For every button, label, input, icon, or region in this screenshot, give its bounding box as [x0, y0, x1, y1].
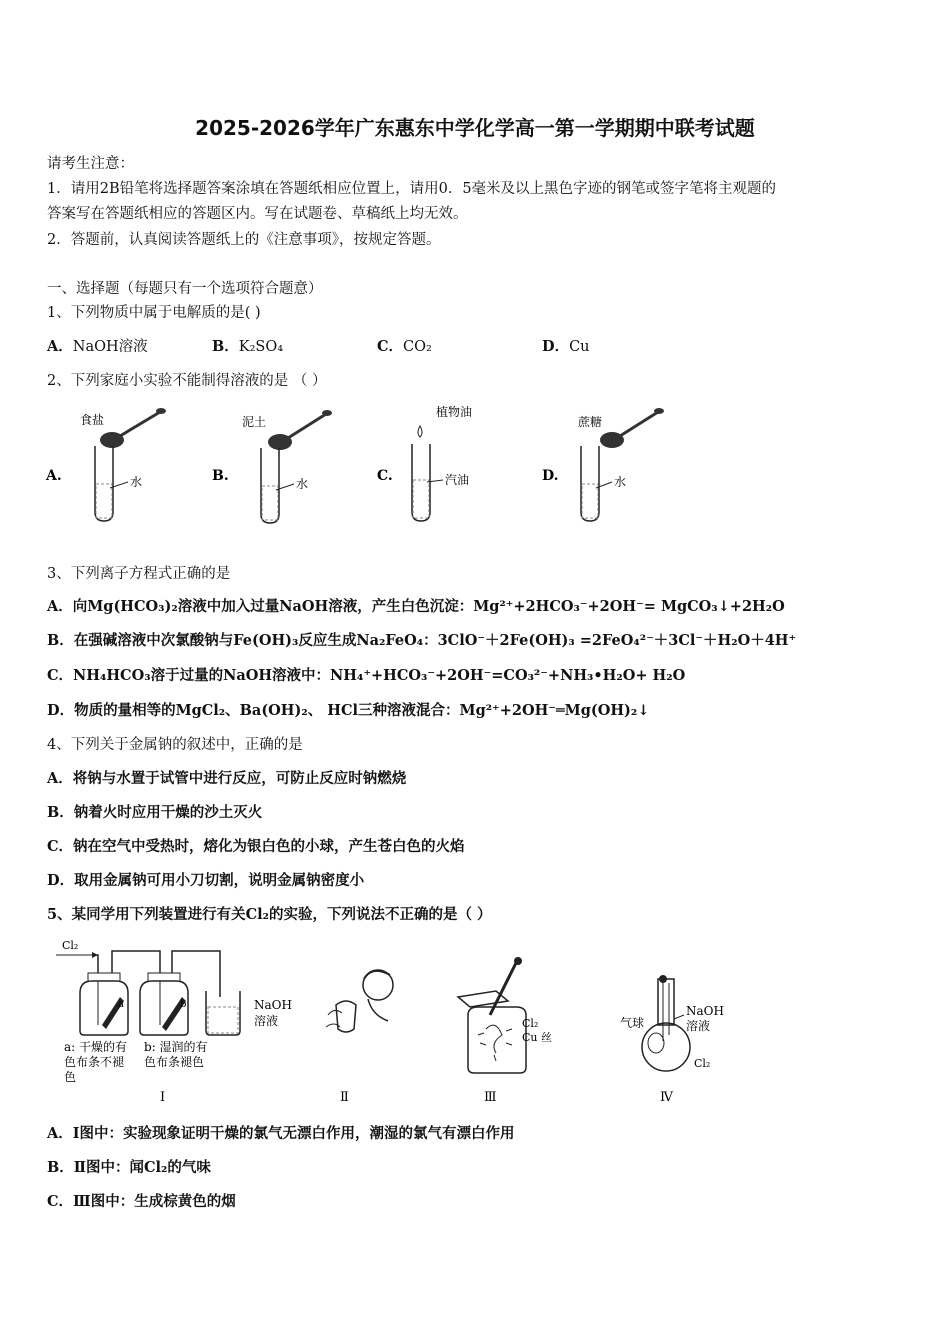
liquid: [413, 480, 429, 518]
test-tube: [412, 444, 430, 521]
q4-option-d: D．取用金属钠可用小刀切割，说明金属钠密度小: [47, 872, 365, 889]
q2-figure-a: [45, 408, 166, 521]
q1-option-b: [212, 335, 283, 356]
q1-option-c: [377, 335, 432, 356]
notice-line-2: 答案写在答题纸相应的答题区内。写在试题卷、草稿纸上均无效。: [47, 206, 468, 222]
copper-wire-icon: [486, 1025, 502, 1053]
tongs-end: [514, 957, 522, 965]
fig4-cl2-label: Cl₂: [694, 1057, 711, 1070]
fig1-naoh-1: NaOH: [254, 998, 292, 1012]
q2-d-top-label: 蔗糖: [578, 415, 603, 429]
q3-stem: 3、下列离子方程式正确的是: [47, 566, 231, 582]
q3-option-a: A．向Mg(HCO₃)₂溶液中加入过量NaOH溶液，产生白色沉淀：Mg²⁺+2HCO₃⁻+2OH⁻= MgCO₃↓+2H₂O: [47, 598, 785, 615]
q5-figure-4: [620, 975, 724, 1105]
fig1-naoh-2: 溶液: [254, 1014, 279, 1028]
fig1-b-mark: b: [180, 999, 187, 1010]
q2-figure-d: [542, 408, 664, 521]
q2-figure-b: [212, 410, 332, 523]
q4-option-b: B．钠着火时应用干燥的沙土灭火: [47, 804, 263, 821]
q1-option-d: [542, 335, 590, 356]
q1-b-label: B．: [212, 338, 239, 355]
fig1-gas-label: Cl₂: [62, 939, 79, 952]
q2-d-label: D.: [542, 468, 559, 484]
fig1-label: Ⅰ: [160, 1090, 166, 1105]
q1-stem: 1、下列物质中属于电解质的是( ): [47, 305, 261, 321]
q1-a-text: NaOH溶液: [72, 339, 148, 355]
q5-figure-2: [326, 970, 393, 1105]
stopper: [148, 973, 180, 981]
q1-c-text: CO₂: [403, 339, 432, 355]
q2-c-top-label: 植物油: [436, 405, 473, 419]
waft-icon: [328, 1010, 342, 1015]
spoon-handle: [620, 412, 658, 436]
pipe: [92, 955, 98, 973]
fig2-label: Ⅱ: [340, 1090, 349, 1105]
liquid: [96, 484, 112, 518]
q2-a-side-label: 水: [130, 475, 143, 489]
q2-b-side-label: 水: [296, 477, 309, 491]
fig3-cl2-label: Cl₂: [522, 1017, 539, 1030]
naoh-solution: [208, 1007, 238, 1033]
q3-option-b: B．在强碱溶液中次氯酸钠与Fe(OH)₃反应生成Na₂FeO₄：3ClO⁻＋2Fe(OH)₃ =2FeO₄²⁻＋3Cl⁻＋H₂O＋4H⁺: [47, 632, 797, 649]
flask-neck: [658, 979, 674, 1025]
balloon-icon: [648, 1033, 664, 1053]
q5-option-a: A．Ⅰ图中：实验现象证明干燥的氯气无漂白作用，潮湿的氯气有漂白作用: [47, 1125, 515, 1142]
spoon-end: [654, 408, 664, 414]
fig3-cu-label: Cu 丝: [522, 1031, 552, 1044]
q5-figures: [50, 935, 750, 1110]
notice-line-3: 2．答题前，认真阅读答题纸上的《注意事项》，按规定答题。: [47, 232, 441, 248]
spoon-end: [156, 408, 166, 414]
round-flask: [642, 1023, 690, 1071]
q3-option-c: C．NH₄HCO₃溶于过量的NaOH溶液中：NH₄⁺+HCO₃⁻+2OH⁻=CO₃²⁻+NH₃•H₂O+ H₂O: [47, 667, 686, 684]
q2-d-side-label: 水: [614, 475, 627, 489]
q4-option-a: A．将钠与水置于试管中进行反应，可防止反应时钠燃烧: [47, 770, 407, 787]
q5-figure-1: [56, 939, 292, 1105]
q2-b-top-label: 泥土: [242, 415, 267, 429]
q5-figure-3: [458, 957, 552, 1105]
fig1-dry-2: 色布条不褪: [64, 1055, 125, 1069]
notice-heading: 请考生注意：: [47, 156, 134, 172]
fig4-naoh-1: NaOH: [686, 1004, 724, 1018]
pipe: [112, 951, 160, 973]
q1-option-a: [47, 335, 148, 356]
liquid: [582, 484, 598, 518]
q1-c-label: C．: [377, 338, 404, 355]
spoon-handle: [288, 414, 326, 438]
notice-line-1: 1．请用2B铅笔将选择题答案涂填在答题纸相应位置上，请用0．5毫米及以上黑色字迹的钢笔或签字笔将主观题的: [47, 181, 777, 197]
q2-a-label: A.: [46, 468, 62, 484]
fig1-wet-1: b: 湿润的有: [144, 1040, 208, 1054]
q2-a-top-label: 食盐: [80, 413, 105, 427]
q2-figure-c: [377, 404, 472, 521]
spoon-end: [322, 410, 332, 416]
liquid: [262, 486, 278, 520]
q2-c-side-label: 汽油: [445, 473, 470, 487]
section-heading: 一、选择题（每题只有一个选项符合题意）: [47, 281, 323, 297]
page-title: 2025-2026学年广东惠东中学化学高一第一学期期中联考试题: [195, 116, 755, 140]
fig1-a-mark: a: [118, 999, 124, 1010]
fig1-dry-3: 色: [64, 1070, 77, 1084]
dropper-bulb: [659, 975, 667, 983]
fig4-balloon-label: 气球: [620, 1016, 645, 1030]
fig3-label: Ⅲ: [484, 1090, 497, 1105]
fig4-naoh-2: 溶液: [686, 1019, 711, 1033]
fig4-label: Ⅳ: [660, 1090, 673, 1105]
q3-option-d: D．物质的量相等的MgCl₂、Ba(OH)₂、 HCl三种溶液混合：Mg²⁺+2OH⁻═Mg(OH)₂↓: [47, 702, 650, 719]
q1-d-text: Cu: [569, 339, 590, 355]
q5-option-b: B．Ⅱ图中：闻Cl₂的气味: [47, 1159, 211, 1176]
q2-c-label: C.: [377, 468, 393, 484]
q5-option-c: C．Ⅲ图中：生成棕黄色的烟: [47, 1193, 236, 1210]
hair: [364, 971, 390, 979]
q1-d-label: D．: [542, 338, 570, 355]
neck: [368, 999, 388, 1021]
beaker: [206, 991, 240, 1035]
hand-bottle-icon: [336, 1001, 356, 1032]
fig1-wet-2: 色布条褪色: [144, 1055, 205, 1069]
pointer-line: [674, 1015, 684, 1019]
stopper: [88, 973, 120, 981]
fig1-dry-1: a: 干燥的有: [64, 1040, 128, 1054]
q5-stem: 5、某同学用下列装置进行有关Cl₂的实验，下列说法不正确的是（ ）: [47, 906, 492, 923]
q4-option-c: C．钠在空气中受热时，熔化为银白色的小球，产生苍白色的火焰: [47, 838, 465, 855]
q4-stem: 4、下列关于金属钠的叙述中，正确的是: [47, 737, 303, 753]
smoke-icon: [478, 1029, 512, 1061]
q1-a-label: A．: [47, 338, 73, 355]
q2-figures: [40, 400, 680, 530]
spoon-handle: [120, 412, 160, 436]
q1-b-text: K₂SO₄: [238, 339, 284, 355]
q2-stem: 2、下列家庭小实验不能制得溶液的是 （ ）: [47, 373, 327, 389]
oil-drop-icon: [418, 426, 422, 437]
q2-b-label: B.: [212, 468, 229, 484]
